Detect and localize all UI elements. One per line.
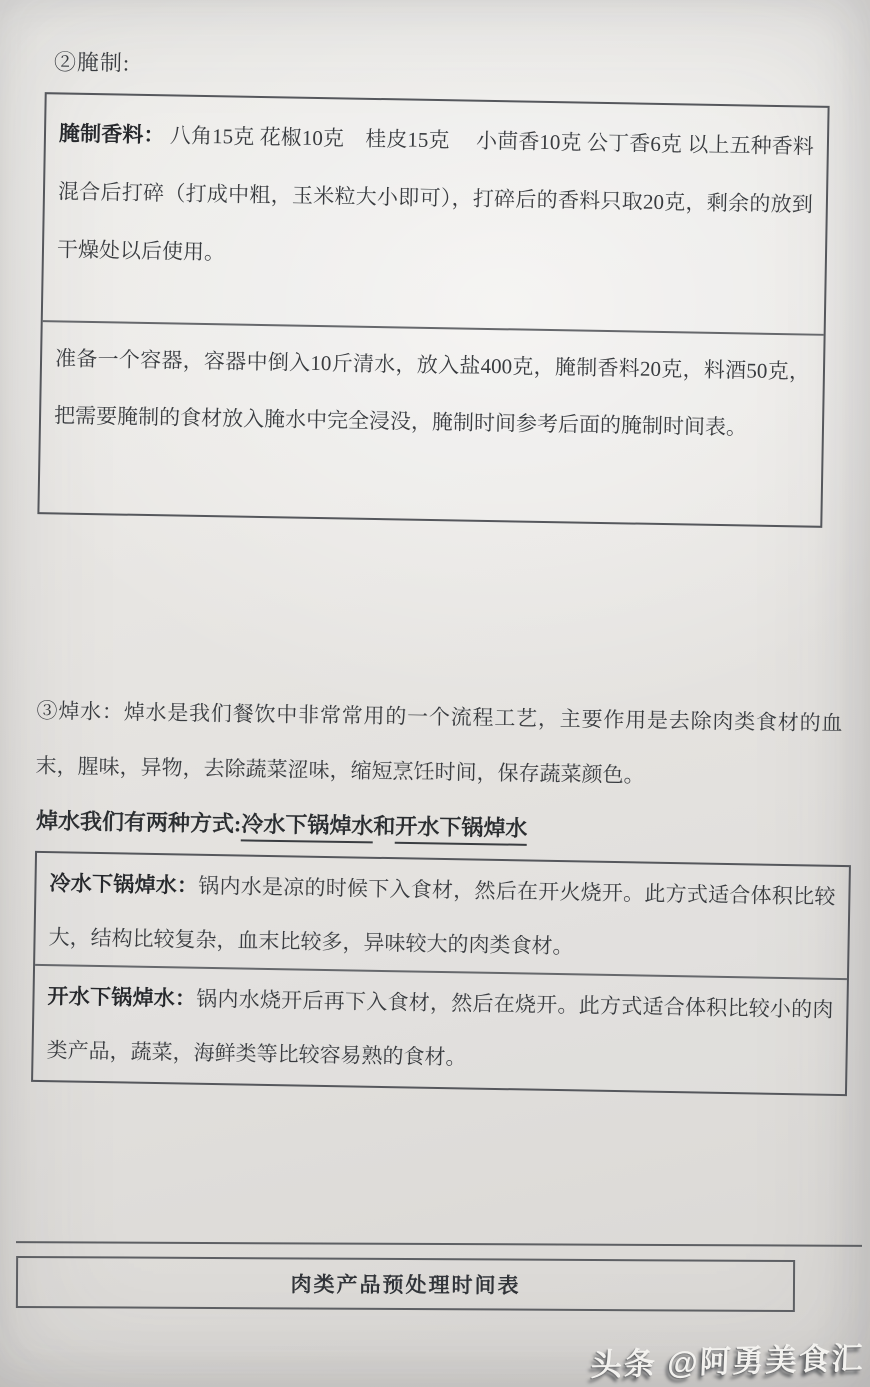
pretreat-table-header	[16, 1256, 795, 1312]
marinade-row-brine	[39, 320, 823, 526]
hot-paragraph	[46, 969, 834, 1091]
marinade-row-spices	[43, 94, 828, 334]
pretreat-table-top-border	[16, 1241, 862, 1247]
blanch-row-hot	[33, 964, 847, 1094]
method-cold-underlined: 冷水下锅焯水	[241, 811, 373, 843]
blanch-intro-paragraph: ③焯水：焯水是我们餐饮中非常常用的一个流程工艺，主要作用是去除肉类食材的血末，腥味，异物，去除蔬菜涩味，缩短烹饪时间，保存蔬菜颜色。	[35, 698, 843, 788]
spices-label: 腌制香料：	[58, 121, 171, 148]
hot-label: 开水下锅焯水：	[47, 984, 197, 1011]
blanch-row-cold	[35, 853, 849, 978]
cold-label: 冷水下锅焯水：	[49, 871, 199, 898]
marinate-section-heading: ②腌制:	[53, 49, 131, 76]
cold-paragraph	[48, 856, 836, 978]
brine-paragraph: 准备一个容器，容器中倒入10斤清水，放入盐400克，腌制香料20克，料酒50克，把需要腌制的食材放入腌水中完全浸没，腌制时间参考后面的腌制时间表。	[53, 346, 811, 440]
method-connector: 和	[373, 813, 396, 839]
hot-text: 锅内水烧开后再下入食材，然后在烧开。此方式适合体积比较小的肉类产品，蔬菜，海鲜类等比较容易熟的食材。	[46, 986, 834, 1070]
marinade-table	[37, 92, 829, 528]
toutiao-watermark: 头条 @阿勇美食汇	[590, 1340, 866, 1383]
blanch-table	[31, 851, 851, 1096]
spices-paragraph	[56, 104, 814, 291]
pretreat-table-title: 肉类产品预处理时间表	[290, 1272, 521, 1298]
methods-prefix: 焯水我们有两种方式:	[35, 808, 242, 837]
spices-text: 八角15克 花椒10克 桂皮15克 小茴香10克 公丁香6克 以上五种香料混合后打碎（打成中粗，玉米粒大小即可），打碎后的香料只取20克，剩余的放到干燥处以后使用。	[56, 123, 815, 265]
cold-text: 锅内水是凉的时候下入食材，然后在开火烧开。此方式适合体积比较大，结构比较复杂，血末比较多，异味较大的肉类食材。	[48, 873, 836, 959]
method-hot-underlined: 开水下锅焯水	[395, 814, 527, 846]
blanch-methods-line	[36, 796, 528, 854]
